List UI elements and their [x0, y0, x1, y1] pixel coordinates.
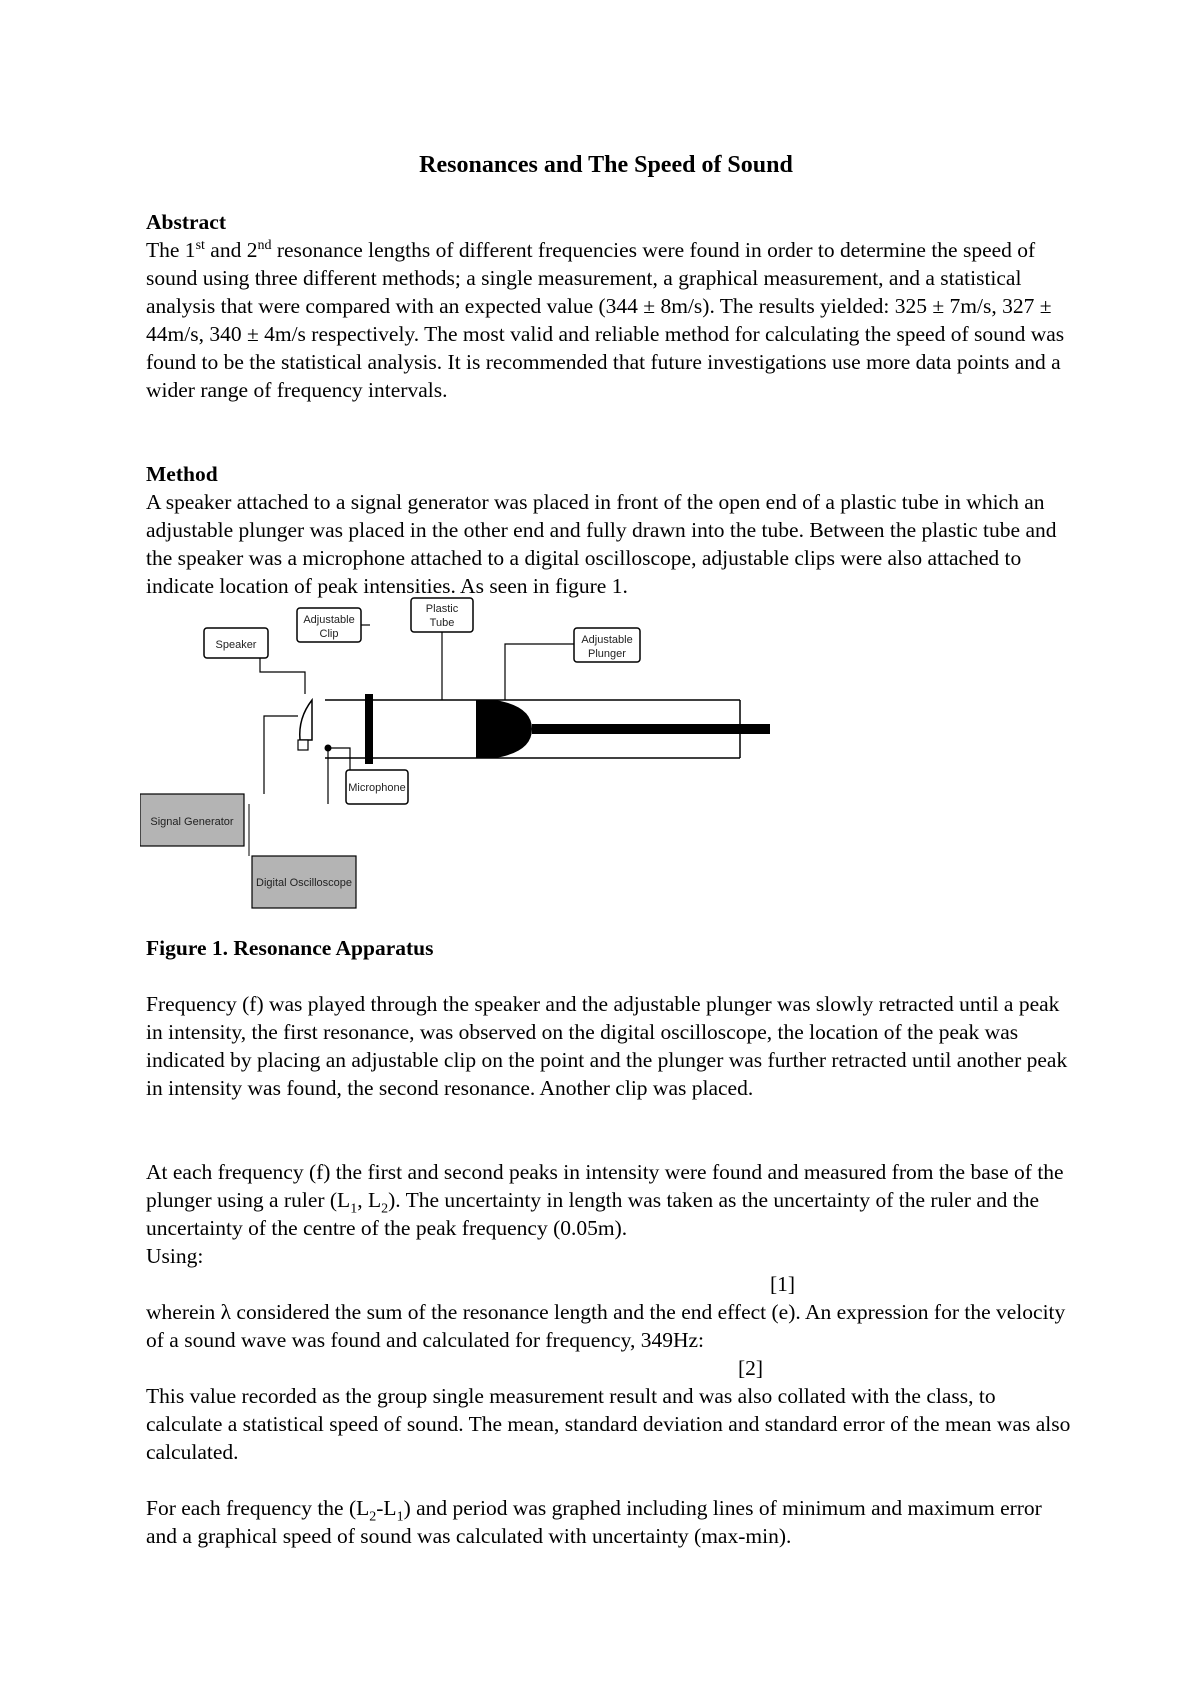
abstract-section [146, 208, 1076, 404]
method-paragraph-4: wherein λ considered the sum of the resonance length and the end effect (e). An expression for the velocity of a sound wave was found and calculated for frequency, 349Hz: [146, 1300, 1066, 1352]
svg-text:Signal Generator: Signal Generator [150, 816, 234, 828]
svg-text:Adjustable: Adjustable [581, 634, 633, 646]
plunger-rod [532, 724, 742, 734]
speaker-label [204, 628, 268, 658]
abstract-heading: Abstract [146, 210, 227, 234]
p3-text-c: ). The uncertainty in length was taken as the uncertainty of the ruler and the uncertainty of the centre of the peak frequency (0.05m). [146, 1188, 1040, 1240]
p6-text-a: For each frequency the (L [146, 1496, 370, 1520]
equation-2-number: [2] [738, 1356, 764, 1380]
abstract-text-3: resonance lengths of different frequencies were found in order to determine the speed of sound using three different methods; a single measurement, a graphical measurement, and a statistical analysis that were compared with an expected value (344 ± 8m/s). The results yielded: 325 ± 7m/s, 327 ± 44m/s, 340 ± 4m/s respectively. The most valid and reliable method for calculating the speed of sound was found to be the statistical analysis. It is recommended that future investigations use more data points and a wider range of frequency intervals. [146, 238, 1065, 402]
p3-sub-1: 1 [350, 1201, 358, 1217]
figure-caption: Figure 1. Resonance Apparatus [146, 936, 434, 960]
method-paragraph-2: Frequency (f) was played through the speaker and the adjustable plunger was slowly retracted until a peak in intensity, the first resonance, was observed on the digital oscilloscope, the location of the peak was indicated by placing an adjustable clip on the point and the plunger was further retracted until another peak in intensity was found, the second resonance. Another clip was placed. [146, 992, 1068, 1100]
p6-sub-2: 1 [396, 1509, 404, 1525]
abstract-text-1: The 1 [146, 238, 196, 262]
equation-1-number: [1] [770, 1272, 796, 1296]
svg-text:Digital Oscilloscope: Digital Oscilloscope [256, 877, 352, 889]
svg-text:Microphone: Microphone [348, 782, 406, 794]
adjustable-clip-label [297, 608, 361, 642]
p6-sub-1: 2 [369, 1509, 377, 1525]
p3-using: Using: [146, 1244, 204, 1268]
plunger-head [476, 700, 532, 758]
p6-text-c: ) and period was graphed including lines of minimum and maximum error and a graphical speed of sound was calculated with uncertainty (max-min). [146, 1496, 1042, 1548]
signal-generator-box [140, 794, 244, 846]
svg-text:Adjustable: Adjustable [303, 614, 355, 626]
abstract-paragraph [146, 236, 1076, 404]
svg-text:Speaker: Speaker [215, 639, 257, 651]
abstract-sup-st: st [195, 237, 205, 253]
svg-text:Plastic: Plastic [425, 603, 459, 615]
plastic-tube-label [411, 598, 473, 632]
adjustable-plunger-label [574, 628, 640, 662]
method-paragraph-1: A speaker attached to a signal generator was placed in front of the open end of a plastic tube in which an adjustable plunger was placed in the other end and fully drawn into the tube. Between the plastic tube and the speaker was a microphone attached to a digital oscilloscope, adjustable clips were also attached to indicate location of peak intensities. As seen in figure 1. [146, 490, 1057, 598]
microphone-label [346, 770, 408, 804]
page-title: Resonances and The Speed of Sound [419, 152, 793, 178]
svg-text:Tube: Tube [429, 617, 455, 629]
method-paragraph-3 [146, 1158, 1076, 1270]
speaker-shape [298, 700, 312, 750]
resonance-apparatus-diagram [140, 594, 780, 934]
abstract-text-2: and 2 [204, 238, 258, 262]
method-paragraph-6 [146, 1494, 1076, 1550]
plunger-rod-end [740, 724, 770, 734]
digital-oscilloscope-box [252, 856, 356, 908]
method-heading: Method [146, 462, 218, 486]
svg-text:Plunger: Plunger [588, 648, 626, 660]
p3-text-b: , L [357, 1188, 382, 1212]
abstract-sup-nd: nd [257, 237, 272, 253]
svg-text:Clip: Clip [319, 628, 339, 640]
adjustable-clip-shape [365, 694, 373, 764]
method-section [146, 460, 1076, 600]
p3-text-a: At each frequency (f) the first and second peaks in intensity were found and measured from the base of the plunger using a ruler (L [146, 1160, 1064, 1212]
method-paragraph-5: This value recorded as the group single measurement result and was also collated with the class, to calculate a statistical speed of sound. The mean, standard deviation and standard error of the mean was also calculated. [146, 1384, 1071, 1464]
p3-sub-2: 2 [381, 1201, 389, 1217]
p6-text-b: -L [376, 1496, 397, 1520]
